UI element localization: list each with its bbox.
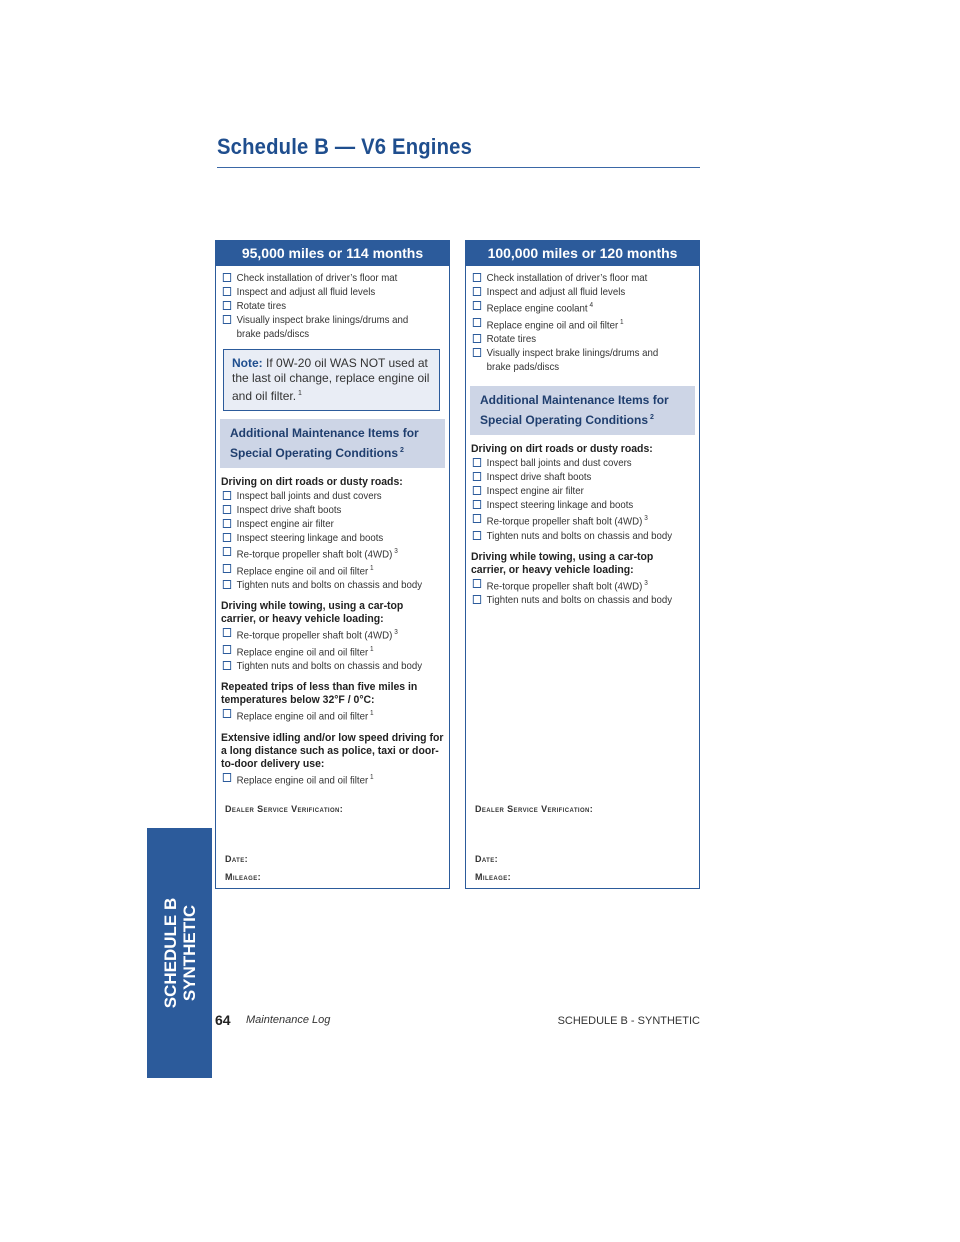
checkbox-icon[interactable] <box>223 505 231 514</box>
footer-schedule-label: SCHEDULE B - SYNTHETIC <box>557 1015 700 1027</box>
checkbox-icon[interactable] <box>223 287 231 296</box>
additional-items-title: Additional Maintenance Items for Special Operating Conditions $^2$ <box>470 386 695 435</box>
checkbox-icon[interactable] <box>223 773 231 782</box>
checkbox-icon[interactable] <box>473 579 481 588</box>
checkbox-icon[interactable] <box>223 645 231 654</box>
page-section-label: Maintenance Log <box>246 1014 331 1026</box>
section-heading: Driving on dirt roads or dusty roads: <box>471 443 653 455</box>
checkbox-icon[interactable] <box>473 514 481 523</box>
checkbox-icon[interactable] <box>223 709 231 718</box>
checklist-item: Inspect drive shaft boots <box>471 470 703 484</box>
date-label: Date: <box>225 854 249 864</box>
section-heading: Repeated trips of less than five miles in temperatures below 32°F / 0°C: <box>221 681 418 706</box>
right-main-items <box>471 271 694 374</box>
checkbox-icon[interactable] <box>473 458 481 467</box>
checkbox-icon[interactable] <box>473 273 481 282</box>
section-dirt-roads <box>471 443 694 543</box>
additional-items-title: Additional Maintenance Items for Special Operating Conditions $^2$ <box>220 419 445 468</box>
checklist-item: Inspect ball joints and dust covers <box>471 456 703 470</box>
checkbox-icon[interactable] <box>473 500 481 509</box>
checklist-item: Check installation of driver’s floor mat <box>221 271 453 285</box>
dealer-verification-label: Dealer Service Verification: <box>225 804 344 814</box>
checklist-item: Visually inspect brake linings/drums and brake pads/discs <box>471 346 671 374</box>
checkbox-icon[interactable] <box>223 301 231 310</box>
checkbox-icon[interactable] <box>473 318 481 327</box>
note-label: Note: <box>232 356 263 370</box>
checkbox-icon[interactable] <box>473 301 481 310</box>
section-heading: Driving on dirt roads or dusty roads: <box>221 476 403 488</box>
checkbox-icon[interactable] <box>223 273 231 282</box>
checkbox-icon[interactable] <box>473 348 481 357</box>
checkbox-icon[interactable] <box>223 628 231 637</box>
card-header: 95,000 miles or 114 months <box>216 241 449 266</box>
checklist-item: Inspect and adjust all fluid levels <box>471 285 703 299</box>
schedule-card-100000 <box>465 240 700 889</box>
checkbox-icon[interactable] <box>223 315 231 324</box>
checkbox-icon[interactable] <box>223 547 231 556</box>
checklist-item: Tighten nuts and bolts on chassis and body <box>471 593 703 607</box>
checklist-item: Inspect engine air filter <box>221 517 453 531</box>
section-heading: Driving while towing, using a car-top carrier, or heavy vehicle loading: <box>471 550 654 576</box>
title-divider <box>217 167 700 168</box>
checklist-item: Replace engine oil and oil filter $^1$ <box>221 643 453 660</box>
section-dirt-roads <box>221 476 444 592</box>
mileage-label: Mileage: <box>225 872 262 882</box>
checklist-item: Tighten nuts and bolts on chassis and body <box>471 529 703 543</box>
date-label: Date: <box>475 854 499 864</box>
checklist-item: Inspect engine air filter <box>471 484 703 498</box>
checklist-item: Re-torque propeller shaft bolt (4WD) $^3$ <box>221 545 453 562</box>
checklist-item: Replace engine oil and oil filter $^1$ <box>221 707 453 724</box>
section-heading: Driving while towing, using a car-top carrier, or heavy vehicle loading: <box>221 600 404 625</box>
section-heading: Extensive idling and/or low speed driving for a long distance such as police, taxi or door-to-door delivery use: <box>221 731 444 770</box>
checklist-item: Inspect steering linkage and boots <box>471 498 703 512</box>
checkbox-icon[interactable] <box>223 580 231 589</box>
checklist-item: Rotate tires <box>471 332 703 346</box>
checkbox-icon[interactable] <box>223 564 231 573</box>
checklist-item: Inspect and adjust all fluid levels <box>221 285 453 299</box>
left-main-items <box>221 271 444 341</box>
checkbox-icon[interactable] <box>473 334 481 343</box>
note-text: If 0W-20 oil WAS NOT used at the last oil change, replace engine oil and oil filter. <box>232 356 430 403</box>
checklist-item: Inspect ball joints and dust covers <box>221 489 453 503</box>
checkbox-icon[interactable] <box>223 519 231 528</box>
card-header: 100,000 miles or 120 months <box>466 241 699 266</box>
checklist-item: Re-torque propeller shaft bolt (4WD) $^3$ <box>221 626 453 643</box>
checkbox-icon[interactable] <box>473 486 481 495</box>
checklist-item: Tighten nuts and bolts on chassis and body <box>221 578 453 592</box>
checkbox-icon[interactable] <box>223 491 231 500</box>
checkbox-icon[interactable] <box>473 595 481 604</box>
mileage-label: Mileage: <box>475 872 512 882</box>
section-idling <box>221 732 444 788</box>
checklist-item: Tighten nuts and bolts on chassis and body <box>221 659 453 673</box>
page-title: Schedule B — V6 Engines <box>217 134 473 159</box>
checklist-item: Check installation of driver’s floor mat <box>471 271 703 285</box>
schedule-card-95000 <box>215 240 450 889</box>
section-towing <box>221 600 444 673</box>
checklist-item: Visually inspect brake linings/drums and brake pads/discs <box>221 313 421 341</box>
oil-note: Note: If 0W-20 oil WAS NOT used at the last oil change, replace engine oil and oil filter. $^1$ <box>223 349 440 411</box>
checklist-item: Re-torque propeller shaft bolt (4WD) $^3$ <box>471 512 703 529</box>
checkbox-icon[interactable] <box>223 533 231 542</box>
checkbox-icon[interactable] <box>223 661 231 670</box>
checkbox-icon[interactable] <box>473 531 481 540</box>
checklist-item: Inspect steering linkage and boots <box>221 531 453 545</box>
section-towing <box>471 551 694 608</box>
checklist-item: Rotate tires <box>221 299 453 313</box>
checkbox-icon[interactable] <box>473 287 481 296</box>
checklist-item: Re-torque propeller shaft bolt (4WD) $^3$ <box>471 577 703 594</box>
checklist-item: Replace engine oil and oil filter $^1$ <box>221 562 453 579</box>
side-tab-label: SCHEDULE B SYNTHETIC <box>161 897 199 1009</box>
section-short-trips <box>221 681 444 724</box>
checklist-item: Replace engine oil and oil filter $^1$ <box>221 771 453 788</box>
page-number: 64 <box>215 1012 231 1028</box>
checklist-item: Replace engine coolant $^4$ <box>471 299 703 316</box>
checklist-item: Replace engine oil and oil filter $^1$ <box>471 316 703 333</box>
checkbox-icon[interactable] <box>473 472 481 481</box>
checklist-item: Inspect drive shaft boots <box>221 503 453 517</box>
dealer-verification-label: Dealer Service Verification: <box>475 804 594 814</box>
